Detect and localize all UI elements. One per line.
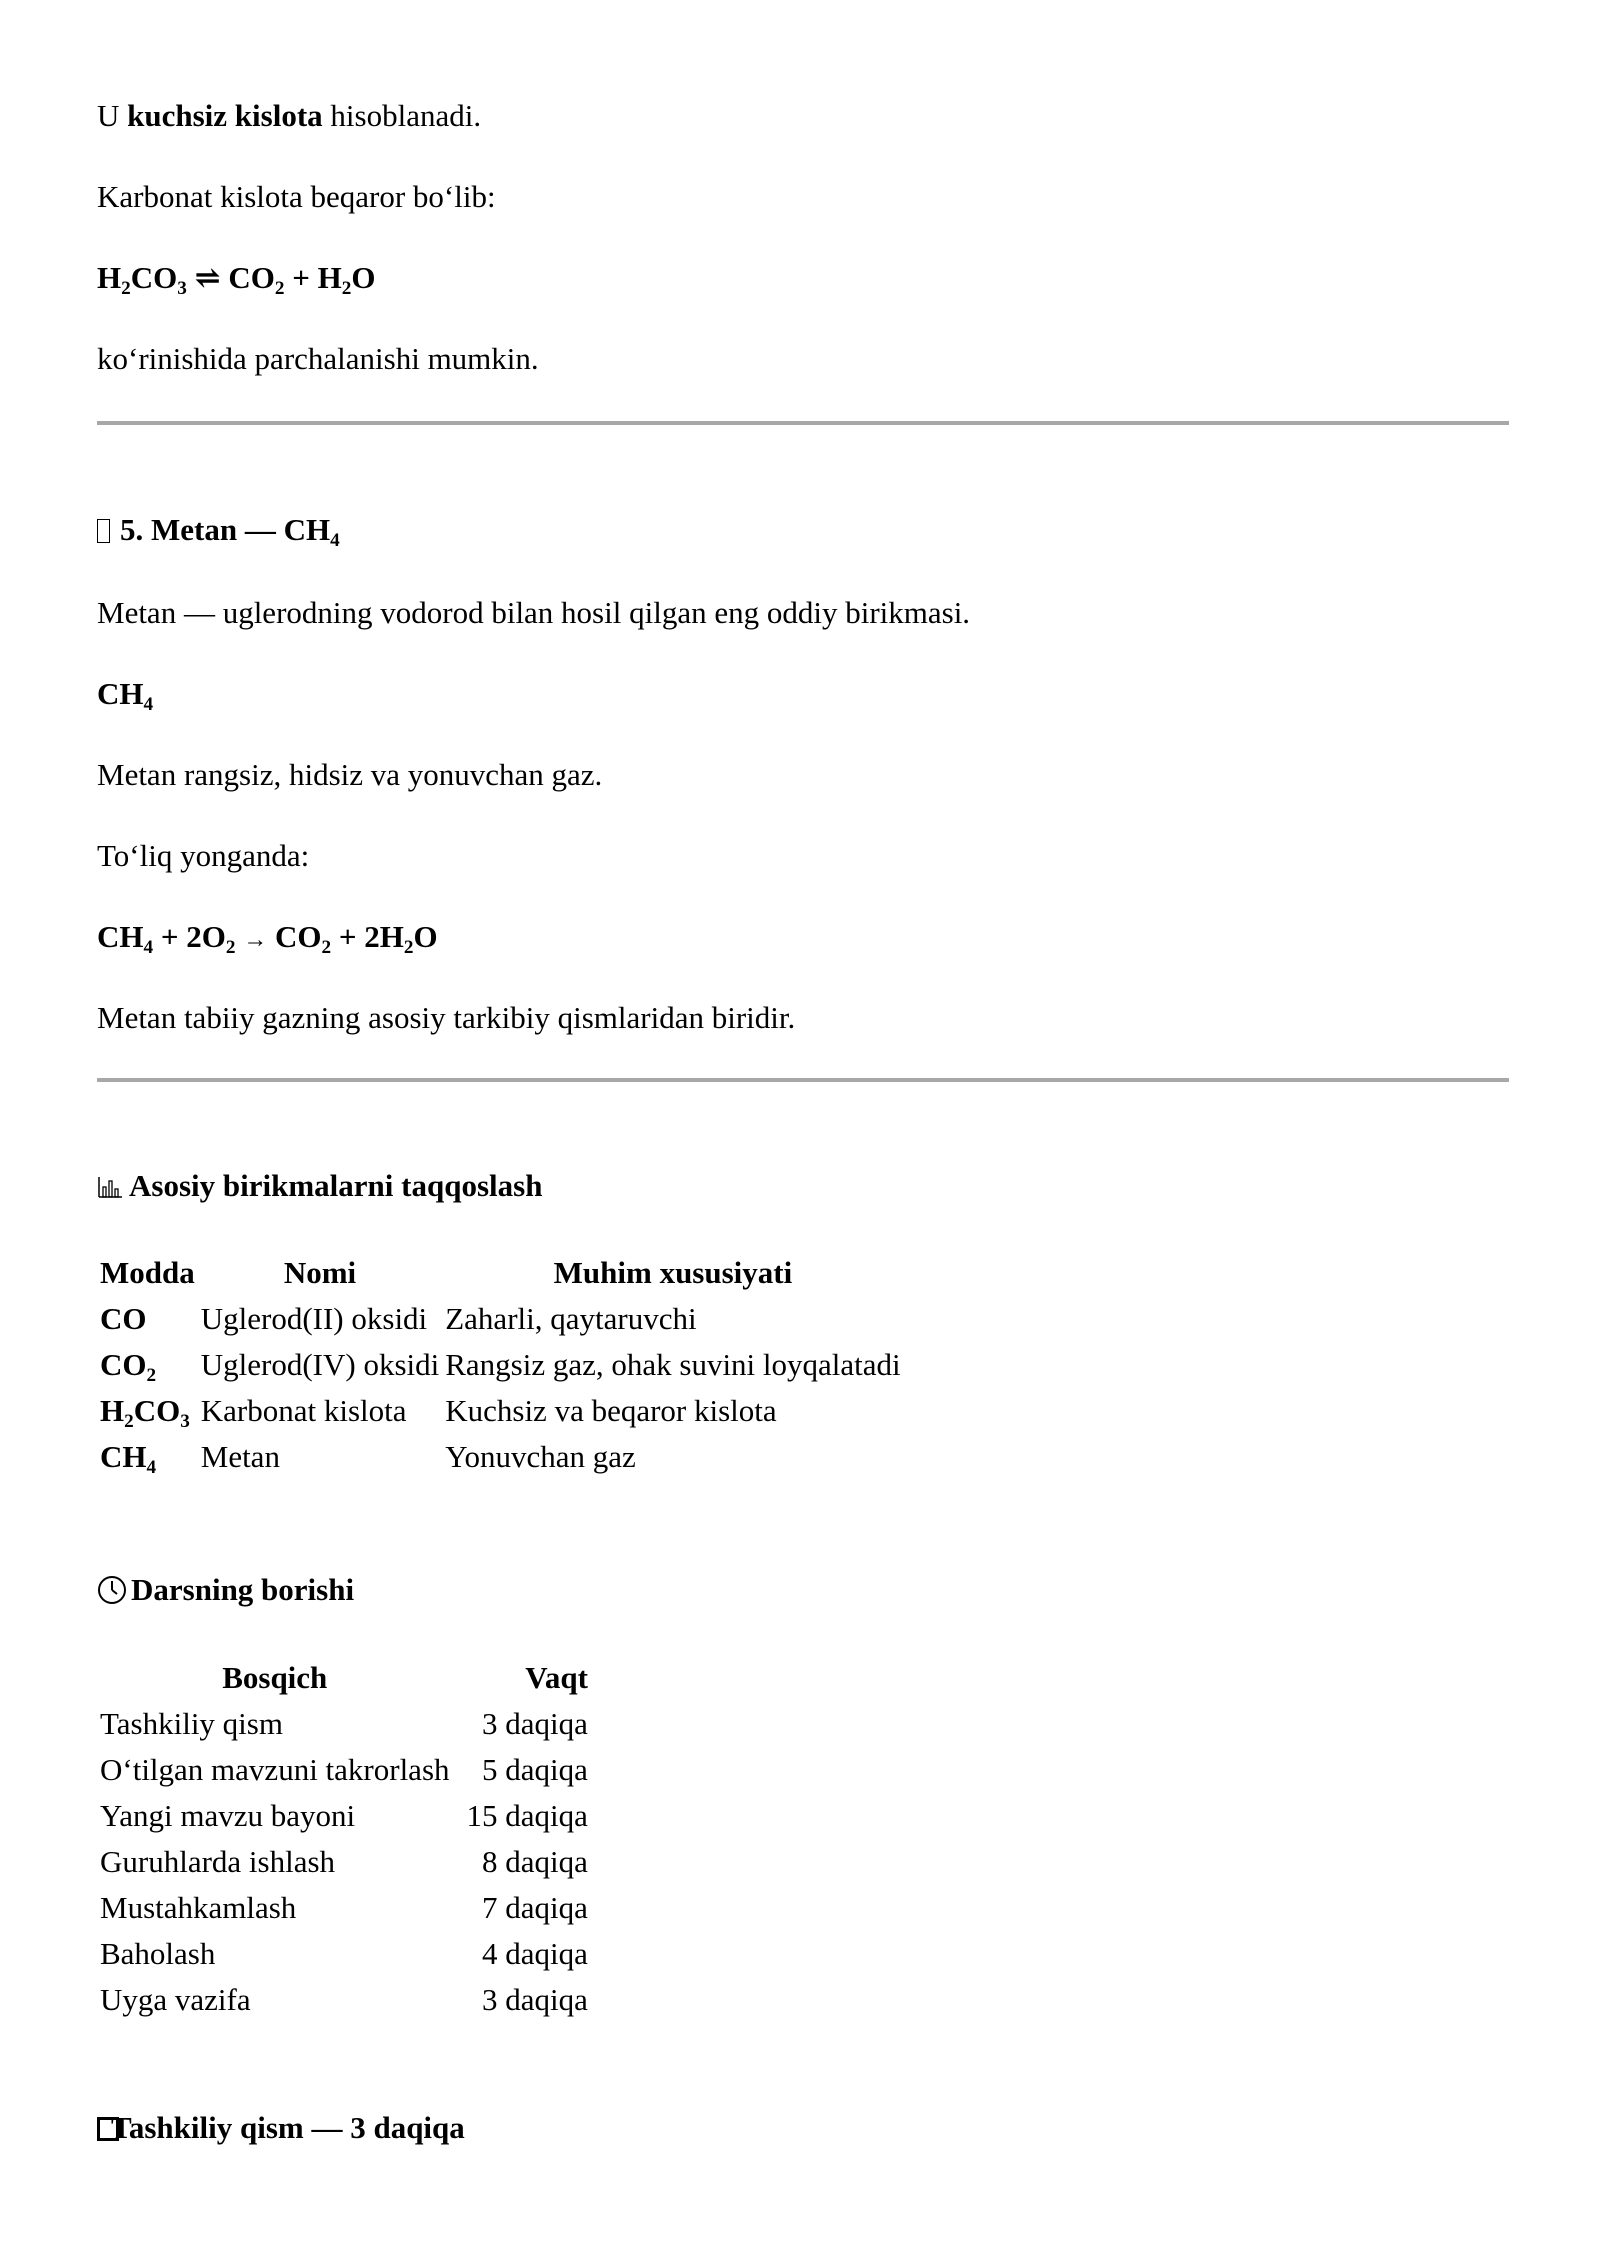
column-header: Nomi [283,1255,357,1290]
table-row [97,1434,904,1480]
paragraph-metan-props: Metan rangsiz, hidsiz va yonuvchan gaz. [97,757,603,792]
property-cell: Zaharli, qaytaruvchi [445,1301,697,1336]
stage-cell: Yangi mavzu bayoni [100,1798,356,1833]
stage-cell: Uyga vazifa [100,1982,251,2017]
column-header: Modda [100,1255,195,1290]
formula-ch4: $CH_4$ [97,676,154,716]
table-row [97,1977,591,2023]
time-cell: 3 daqiqa [482,1706,588,1741]
time-cell: 7 daqiqa [482,1890,588,1925]
column-header: Bosqich [222,1660,328,1695]
equation-combustion: $CH_4 + 2O_2 \to CO_2 + 2H_2O$ [97,919,438,959]
placeholder-glyph-icon [97,519,110,543]
stage-cell: Mustahkamlash [100,1890,297,1925]
name-cell: Uglerod(II) oksidi [200,1301,428,1336]
section-heading-metan [97,510,340,550]
section-heading-tashkiliy [97,2108,465,2148]
paragraph-weak-acid [97,96,481,136]
time-cell: 15 daqiqa [466,1798,588,1833]
comparison-table [97,1250,904,1480]
paragraph-metan-def: Metan — uglerodning vodorod bilan hosil qilgan eng oddiy birikmasi. [97,595,971,630]
time-cell: 4 daqiqa [482,1936,588,1971]
table-row [97,1342,904,1388]
table-row [97,1296,904,1342]
table-header-row [97,1655,591,1701]
stage-cell: Guruhlarda ishlash [100,1844,336,1879]
time-cell: 5 daqiqa [482,1752,588,1787]
heading-subscript: 4 [330,530,340,552]
formula-cell: $CO_2$ [100,1347,157,1387]
text-run: U [97,98,120,133]
name-cell: Uglerod(IV) oksidi [200,1347,440,1382]
heading-text: 5. Metan — CH [120,512,331,547]
text-run: hisoblanadi. [330,98,482,133]
stage-cell: Baholash [100,1936,216,1971]
time-cell: 8 daqiqa [482,1844,588,1879]
lesson-table [97,1655,591,2023]
table-row [97,1839,591,1885]
heading-text: Asosiy birikmalarni taqqoslash [129,1168,543,1203]
heading-text: Tashkiliy qism — 3 daqiqa [111,2110,465,2145]
property-cell: Rangsiz gaz, ohak suvini loyqalatadi [445,1347,901,1382]
time-cell: 3 daqiqa [482,1982,588,2017]
table-row [97,1701,591,1747]
column-header: Muhim xususiyati [553,1255,793,1290]
column-header: Vaqt [525,1660,588,1695]
table-row [97,1931,591,1977]
bold-term: kuchsiz kislota [127,98,323,133]
heading-text: Darsning borishi [131,1572,355,1607]
section-heading-lesson [97,1570,354,1610]
table-row [97,1793,591,1839]
reaction-arrow: → [243,927,268,953]
horizontal-rule [97,1078,1509,1082]
section-heading-comparison [97,1166,542,1206]
paragraph-decompose: ko‘rinishida parchalanishi mumkin. [97,341,539,376]
equilibrium-arrow: ⇌ [194,260,221,295]
table-header-row [97,1250,904,1296]
table-row [97,1885,591,1931]
formula-cell: CO [100,1301,147,1336]
stage-cell: Tashkiliy qism [100,1706,283,1741]
name-cell: Metan [200,1439,280,1474]
property-cell: Yonuvchan gaz [445,1439,636,1474]
equation-carbonic-decomposition: $H_2CO_3$ ⇌ $CO_2 + H_2O$ [97,260,376,300]
paragraph-combustion-intro: To‘liq yonganda: [97,838,310,873]
formula-cell: $CH_4$ [100,1439,157,1479]
stage-cell: O‘tilgan mavzuni takrorlash [100,1752,450,1787]
bar-chart-icon [97,1175,123,1199]
formula-cell: $H_2CO_3$ [100,1393,190,1433]
paragraph-unstable: Karbonat kislota beqaror bo‘lib: [97,179,496,214]
property-cell: Kuchsiz va beqaror kislota [445,1393,777,1428]
name-cell: Karbonat kislota [200,1393,407,1428]
horizontal-rule [97,421,1509,425]
paragraph-natural-gas: Metan tabiiy gazning asosiy tarkibiy qismlaridan biridir. [97,1000,796,1035]
table-row [97,1747,591,1793]
clock-icon [97,1575,127,1605]
table-row [97,1388,904,1434]
